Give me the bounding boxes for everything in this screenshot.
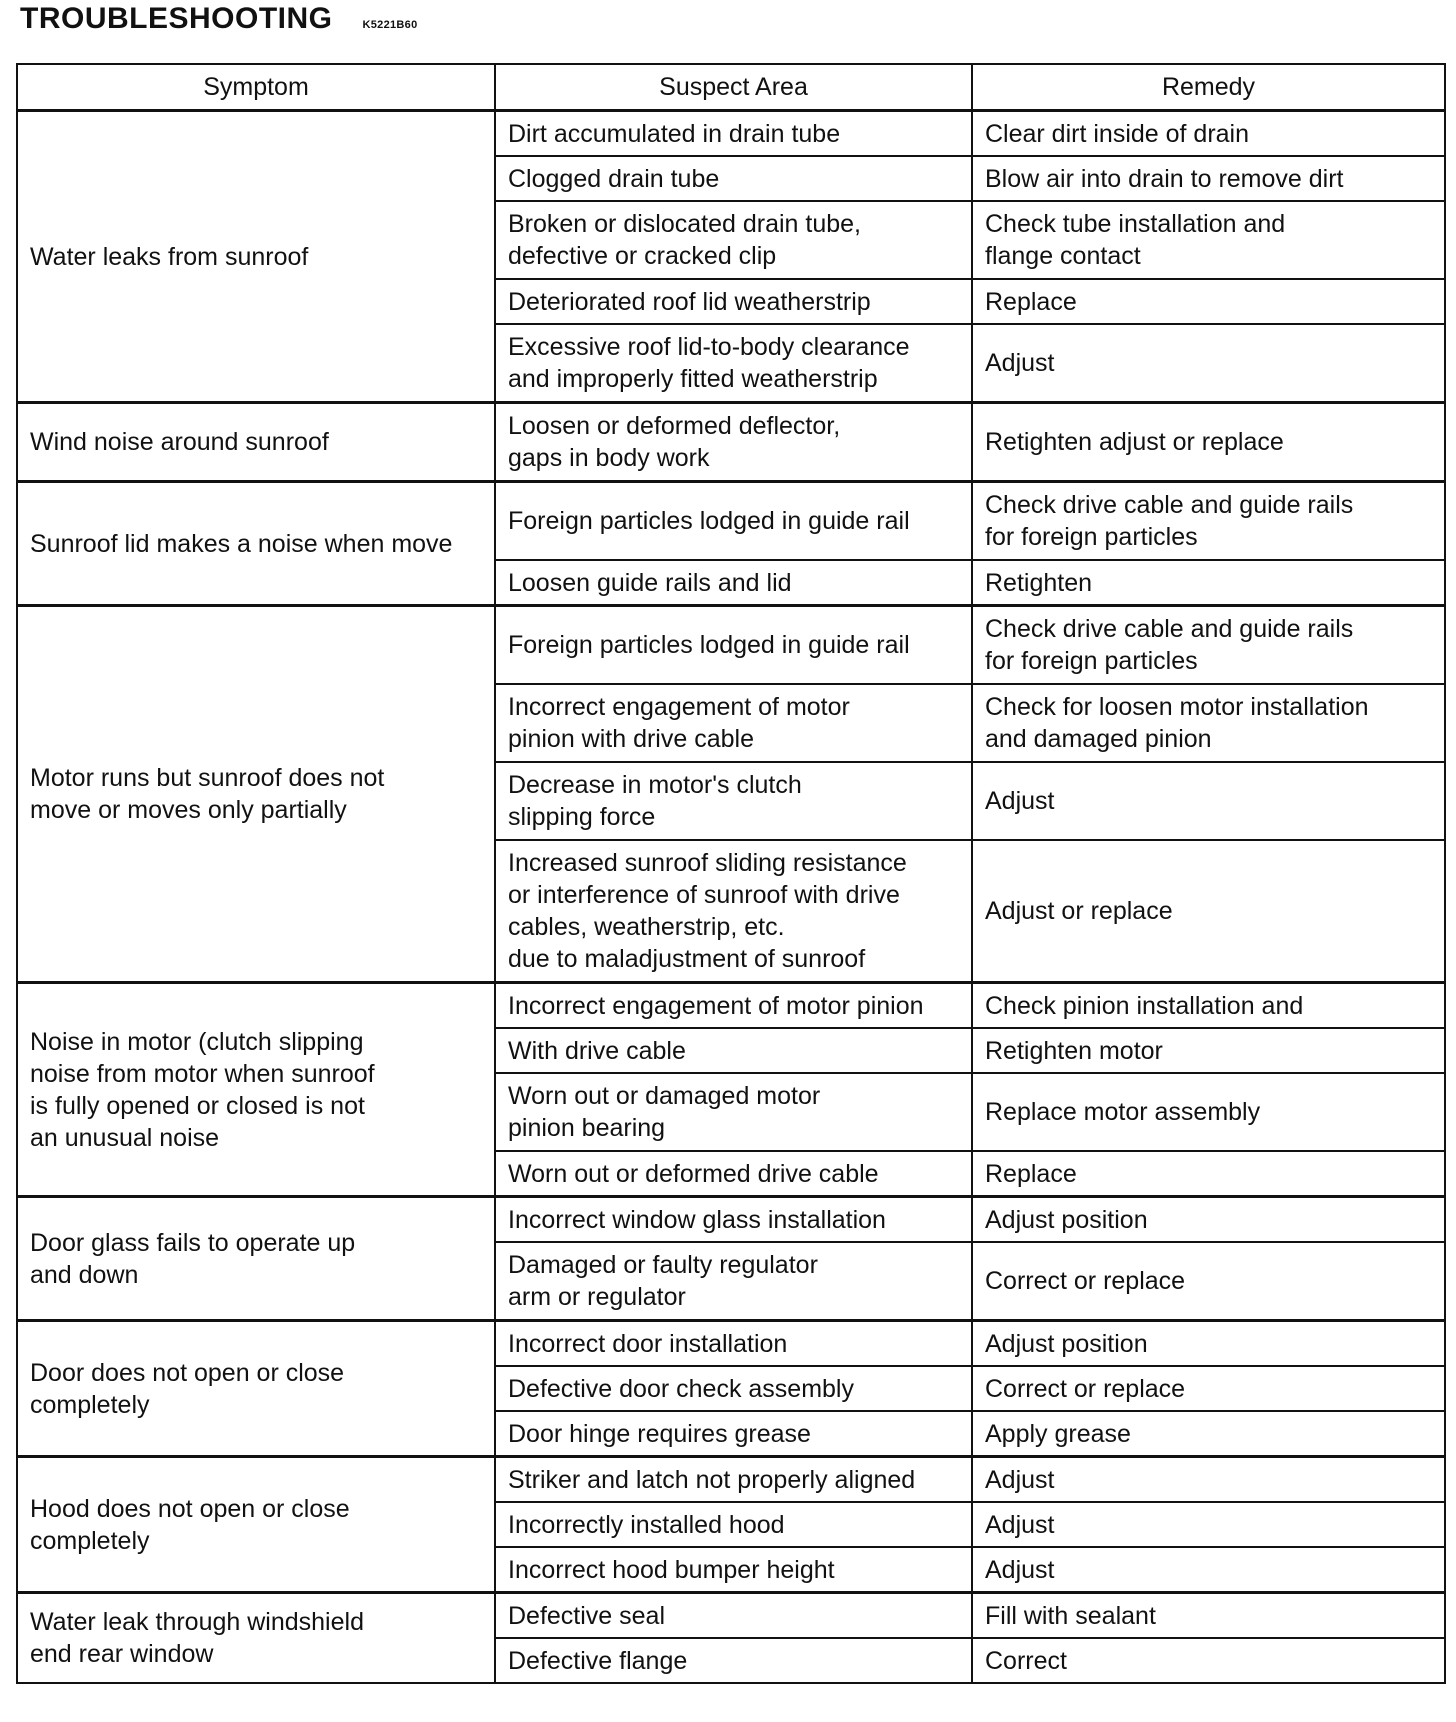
- suspect-cell: Damaged or faulty regulator arm or regulator: [495, 1242, 972, 1321]
- remedy-cell: Retighten: [972, 560, 1445, 606]
- suspect-cell: Defective seal: [495, 1593, 972, 1639]
- remedy-cell: Adjust: [972, 1457, 1445, 1503]
- symptom-cell: Sunroof lid makes a noise when move: [17, 482, 495, 606]
- remedy-cell: Adjust or replace: [972, 840, 1445, 983]
- suspect-cell: Incorrect engagement of motor pinion with drive cable: [495, 684, 972, 762]
- table-row: [17, 1593, 1445, 1639]
- remedy-cell: Adjust: [972, 1502, 1445, 1547]
- remedy-cell: Adjust position: [972, 1197, 1445, 1243]
- suspect-cell: Worn out or damaged motor pinion bearing: [495, 1073, 972, 1151]
- suspect-cell: Incorrect window glass installation: [495, 1197, 972, 1243]
- remedy-cell: Retighten motor: [972, 1028, 1445, 1073]
- column-header-remedy: Remedy: [972, 64, 1445, 111]
- suspect-cell: Excessive roof lid-to-body clearance and improperly fitted weatherstrip: [495, 324, 972, 403]
- remedy-cell: Apply grease: [972, 1411, 1445, 1457]
- document-code: K5221B60: [362, 19, 418, 31]
- table-row: [17, 482, 1445, 561]
- remedy-cell: Adjust: [972, 762, 1445, 840]
- symptom-cell: Water leaks from sunroof: [17, 111, 495, 403]
- table-row: [17, 606, 1445, 685]
- suspect-cell: Door hinge requires grease: [495, 1411, 972, 1457]
- symptom-cell: Motor runs but sunroof does not move or moves only partially: [17, 606, 495, 983]
- remedy-cell: Correct or replace: [972, 1242, 1445, 1321]
- suspect-cell: Incorrect engagement of motor pinion: [495, 983, 972, 1029]
- troubleshooting-table: [16, 63, 1446, 1684]
- suspect-cell: Incorrectly installed hood: [495, 1502, 972, 1547]
- table-row: [17, 1197, 1445, 1243]
- suspect-cell: Loosen or deformed deflector, gaps in body work: [495, 403, 972, 482]
- remedy-cell: Adjust position: [972, 1321, 1445, 1367]
- suspect-cell: Decrease in motor's clutch slipping force: [495, 762, 972, 840]
- symptom-cell: Water leak through windshield end rear window: [17, 1593, 495, 1684]
- remedy-cell: Adjust: [972, 324, 1445, 403]
- suspect-cell: Incorrect hood bumper height: [495, 1547, 972, 1593]
- symptom-cell: Hood does not open or close completely: [17, 1457, 495, 1593]
- symptom-cell: Wind noise around sunroof: [17, 403, 495, 482]
- suspect-cell: Deteriorated roof lid weatherstrip: [495, 279, 972, 324]
- suspect-cell: Clogged drain tube: [495, 156, 972, 201]
- remedy-cell: Retighten adjust or replace: [972, 403, 1445, 482]
- suspect-cell: Loosen guide rails and lid: [495, 560, 972, 606]
- suspect-cell: Defective door check assembly: [495, 1366, 972, 1411]
- page-header: [20, 2, 418, 36]
- table-row: [17, 1321, 1445, 1367]
- remedy-cell: Replace: [972, 1151, 1445, 1197]
- page-title: TROUBLESHOOTING: [20, 2, 333, 35]
- remedy-cell: Check drive cable and guide rails for foreign particles: [972, 606, 1445, 685]
- symptom-cell: Door glass fails to operate up and down: [17, 1197, 495, 1321]
- table-row: [17, 983, 1445, 1029]
- remedy-cell: Check pinion installation and: [972, 983, 1445, 1029]
- remedy-cell: Check drive cable and guide rails for foreign particles: [972, 482, 1445, 561]
- suspect-cell: Foreign particles lodged in guide rail: [495, 482, 972, 561]
- suspect-cell: Incorrect door installation: [495, 1321, 972, 1367]
- remedy-cell: Replace motor assembly: [972, 1073, 1445, 1151]
- remedy-cell: Fill with sealant: [972, 1593, 1445, 1639]
- suspect-cell: Striker and latch not properly aligned: [495, 1457, 972, 1503]
- column-header-suspect-area: Suspect Area: [495, 64, 972, 111]
- table-row: [17, 403, 1445, 482]
- suspect-cell: Worn out or deformed drive cable: [495, 1151, 972, 1197]
- remedy-cell: Correct or replace: [972, 1366, 1445, 1411]
- table-row: [17, 1457, 1445, 1503]
- remedy-cell: Clear dirt inside of drain: [972, 111, 1445, 157]
- remedy-cell: Adjust: [972, 1547, 1445, 1593]
- suspect-cell: Dirt accumulated in drain tube: [495, 111, 972, 157]
- remedy-cell: Blow air into drain to remove dirt: [972, 156, 1445, 201]
- suspect-cell: Defective flange: [495, 1638, 972, 1683]
- suspect-cell: Increased sunroof sliding resistance or interference of sunroof with drive cables, weatherstrip, etc. due to maladjustment of sunroof: [495, 840, 972, 983]
- remedy-cell: Check tube installation and flange contact: [972, 201, 1445, 279]
- remedy-cell: Replace: [972, 279, 1445, 324]
- symptom-cell: Door does not open or close completely: [17, 1321, 495, 1457]
- table-row: [17, 111, 1445, 157]
- suspect-cell: Foreign particles lodged in guide rail: [495, 606, 972, 685]
- remedy-cell: Check for loosen motor installation and damaged pinion: [972, 684, 1445, 762]
- column-header-symptom: Symptom: [17, 64, 495, 111]
- suspect-cell: With drive cable: [495, 1028, 972, 1073]
- symptom-cell: Noise in motor (clutch slipping noise from motor when sunroof is fully opened or closed is not an unusual noise: [17, 983, 495, 1197]
- remedy-cell: Correct: [972, 1638, 1445, 1683]
- suspect-cell: Broken or dislocated drain tube, defective or cracked clip: [495, 201, 972, 279]
- table-header-row: [17, 64, 1445, 111]
